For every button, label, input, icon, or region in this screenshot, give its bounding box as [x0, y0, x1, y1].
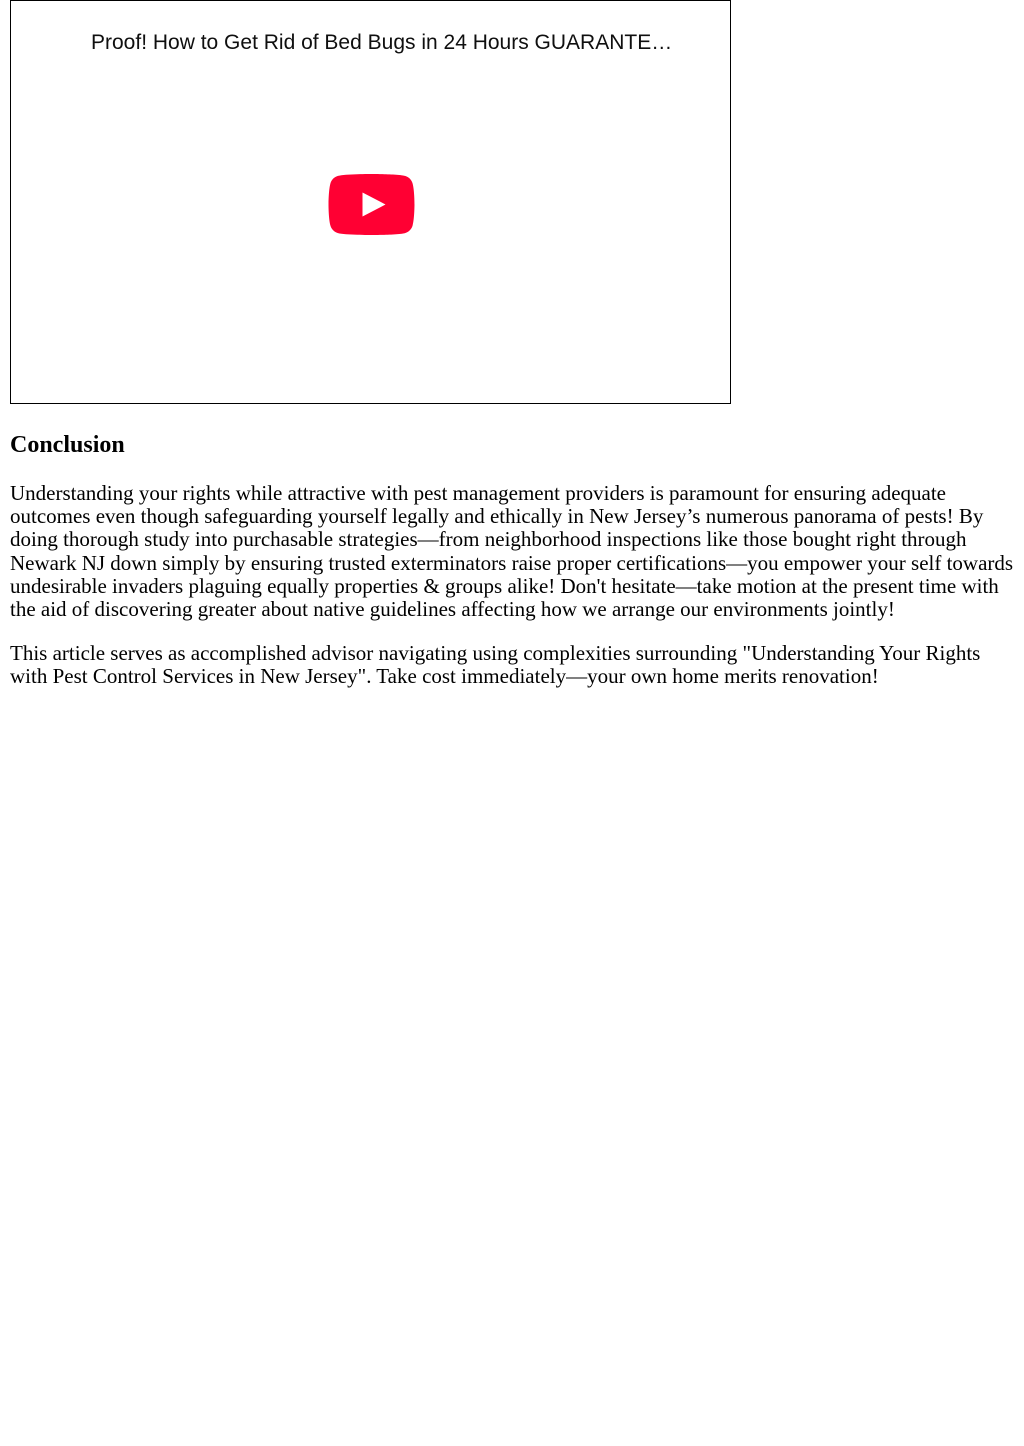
video-embed[interactable] — [10, 0, 731, 404]
article-paragraph: This article serves as accomplished advisor navigating using complexities surrounding "Understanding Your Rights with Pest Control Services in New Jersey". Take cost immediately—your own home merits renovation! — [10, 641, 981, 689]
section-heading: Conclusion — [10, 432, 125, 458]
play-button[interactable] — [328, 174, 415, 235]
youtube-play-icon[interactable] — [328, 174, 415, 235]
article-paragraph: Understanding your rights while attractive with pest management providers is paramount for ensuring adequate outcomes even though safeguarding yourself legally and ethically in New Jersey’s numerous panorama of pests! By doing thorough study into purchasable strategies—from neighborhood inspections like those bought right through Newark NJ down simply by ensuring trusted exterminators raise proper certifications—you empower your self towards undesirable invaders plaguing equally properties & groups alike! Don't hesitate—take motion at the present time with the aid of discovering greater about native guidelines affecting how we arrange our environments jointly! — [10, 481, 1014, 622]
video-title[interactable]: Proof! How to Get Rid of Bed Bugs in 24 Hours GUARANTE… — [91, 31, 673, 54]
